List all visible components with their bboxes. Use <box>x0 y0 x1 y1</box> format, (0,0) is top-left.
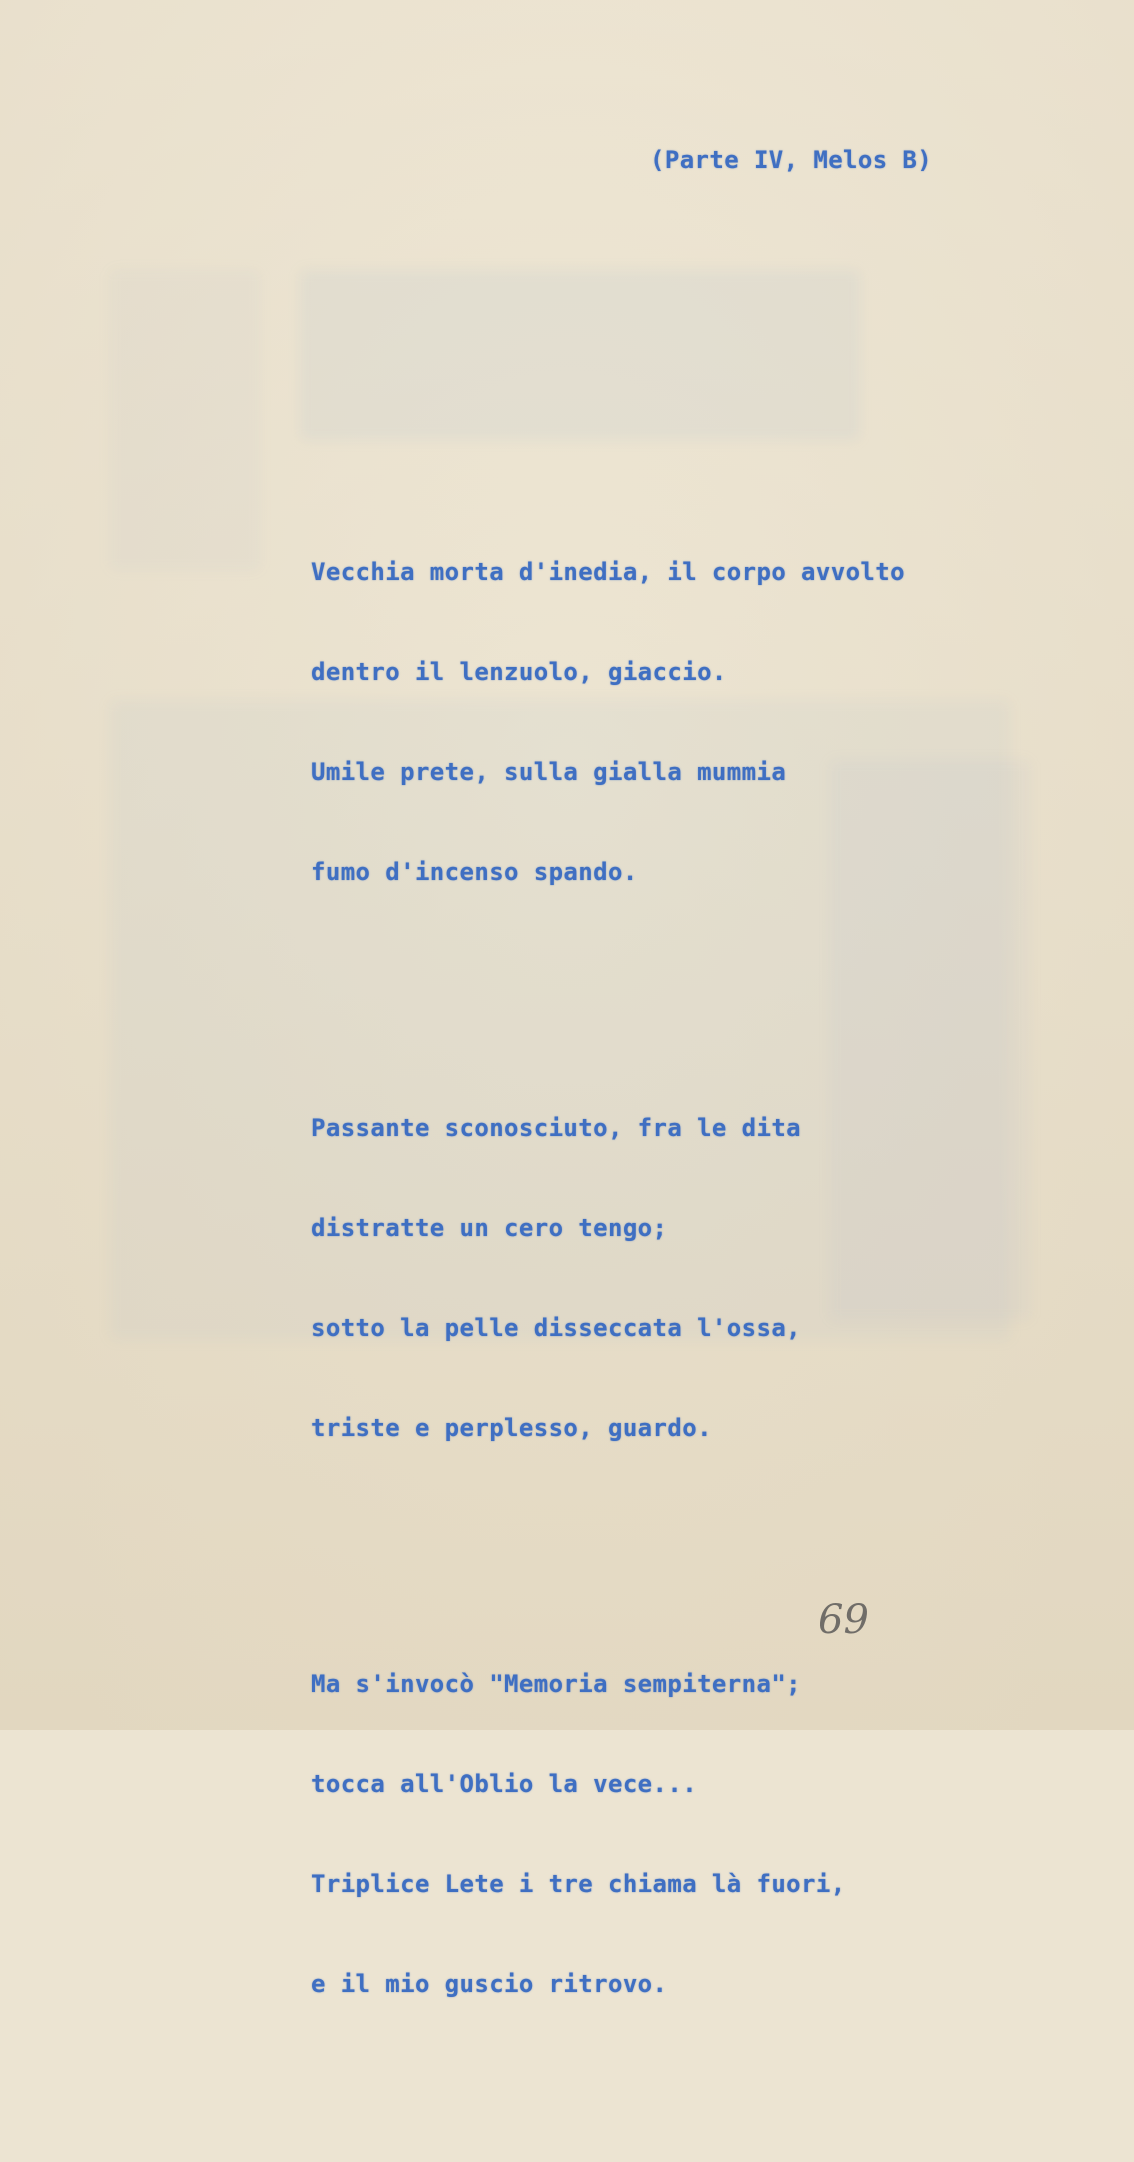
poem-line: e il mio guscio ritrovo. <box>311 1970 668 1998</box>
poem-line: Ma s'invocò "Memoria sempiterna"; <box>311 1670 802 1698</box>
poem-line: fumo d'incenso spando. <box>311 858 638 886</box>
poem-line: dentro il lenzuolo, giaccio. <box>311 658 727 686</box>
poem <box>311 438 905 2162</box>
stanza-2 <box>311 1050 905 1506</box>
stanza-1 <box>311 494 905 950</box>
handwritten-page-number: 69 <box>818 1597 869 1643</box>
poem-line: tocca all'Oblio la vece... <box>311 1770 698 1798</box>
section-heading: (Parte IV, Melos B) <box>650 146 933 174</box>
bleed-through-stain <box>110 270 260 570</box>
poem-line: Triplice Lete i tre chiama là fuori, <box>311 1870 846 1898</box>
poem-line: Passante sconosciuto, fra le dita <box>311 1114 802 1142</box>
poem-line: distratte un cero tengo; <box>311 1214 668 1242</box>
poem-line: Umile prete, sulla gialla mummia <box>311 758 787 786</box>
poem-line: triste e perplesso, guardo. <box>311 1414 712 1442</box>
bleed-through-stain <box>300 270 860 440</box>
stanza-3 <box>311 1606 905 2062</box>
poem-line: Vecchia morta d'inedia, il corpo avvolto <box>311 558 905 586</box>
poem-line: sotto la pelle disseccata l'ossa, <box>311 1314 802 1342</box>
